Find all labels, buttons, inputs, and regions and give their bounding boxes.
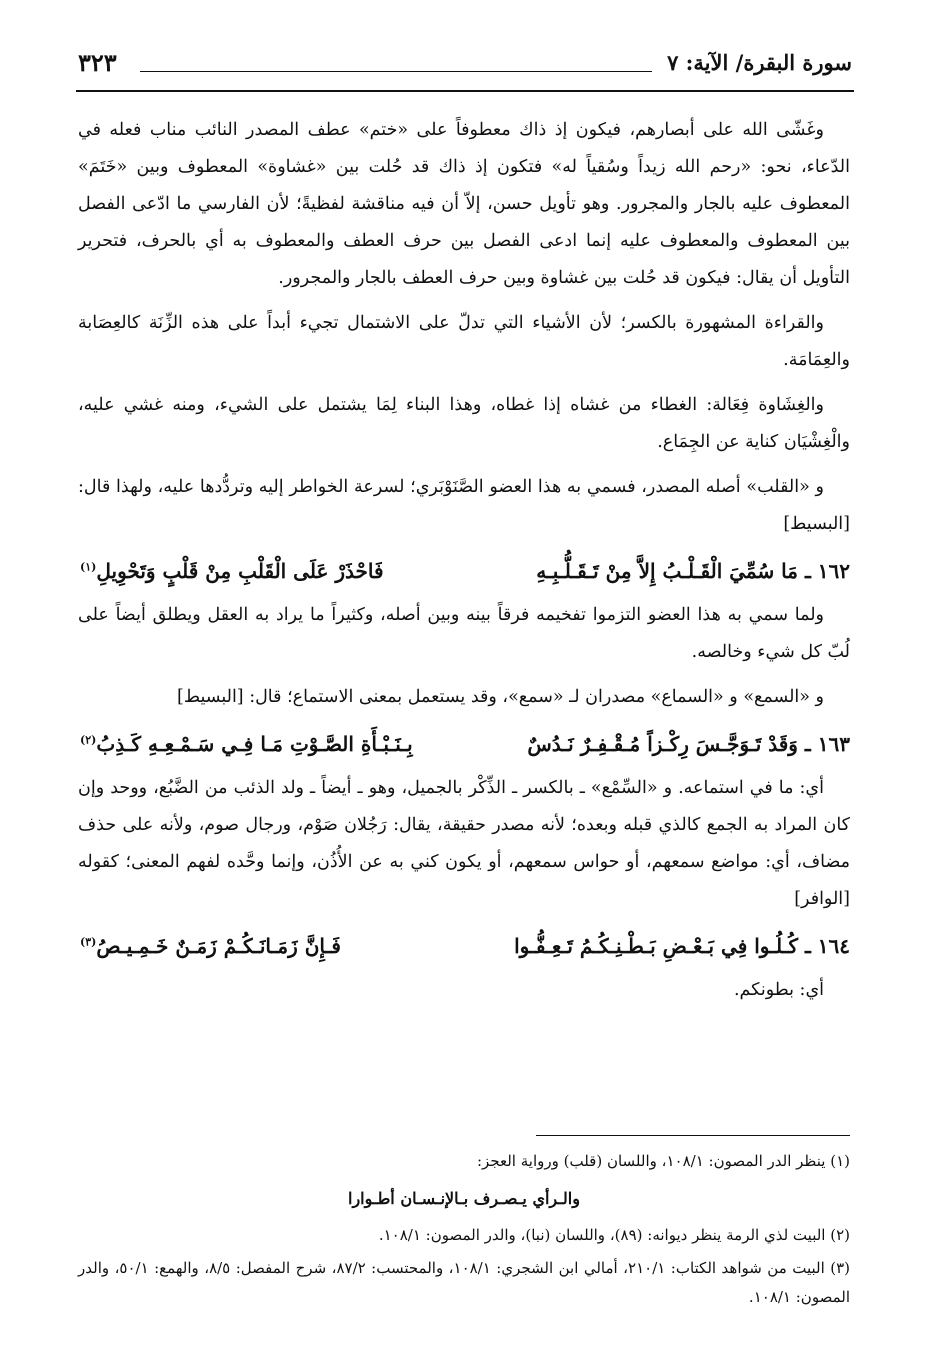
footnote-1-verse: والـرأي يـصـرف بـالإنـسـان أطـوارا <box>348 1189 580 1208</box>
footnote-marker: (٢) <box>80 733 97 747</box>
verse-163 <box>78 724 850 764</box>
verse-164 <box>78 926 850 966</box>
footnotes <box>78 1147 850 1316</box>
verse-text: فَاحْذَرْ عَلَى الْقَلْبِ مِنْ قَلْبٍ وَتَحْوِيلِ <box>96 559 384 583</box>
surah-title: سورة البقرة/ الآية: ٧ <box>667 50 852 75</box>
verse-hemistich-second <box>78 724 413 764</box>
verse-hemistich-first: ١٦٤ ـ كُـلُـوا فِي بَـعْـضِ بَـطْـنِـكُـمُ تَـعِـفُّـوا <box>514 934 850 958</box>
verse-text: بِـنَـبْـأَةِ الصَّـوْتِ مَـا فِـي سَـمْـعِـهِ كَـذِبُ <box>96 732 413 756</box>
verse-hemistich-second <box>78 551 384 591</box>
paragraph: و «السمع» و «السماع» مصدران لـ «سمع»، وقد يستعمل بمعنى الاستماع؛ قال: [البسيط] <box>177 687 824 707</box>
footnote-marker: (٣) <box>80 935 97 949</box>
footnote-1: (١) ينظر الدر المصون: ١٠٨/١، واللسان (قلب) ورواية العجز: <box>476 1152 850 1170</box>
verse-hemistich-first: ١٦٢ ـ مَا سُمِّيَ الْقَـلْـبُ إِلاَّ مِنْ تَـقَـلُّـبِـهِ <box>536 559 850 583</box>
footnote-2: (٢) البيت لذي الرمة ينظر ديوانه: (٨٩)، واللسان (نبا)، والدر المصون: ١٠٨/١. <box>378 1226 850 1244</box>
header-line <box>140 71 652 72</box>
page-number: ٣٢٣ <box>78 48 117 77</box>
verse-hemistich-second <box>78 926 341 966</box>
footnote-separator <box>536 1135 850 1136</box>
footnote-3: (٣) البيت من شواهد الكتاب: ٢١٠/١، أمالي ابن الشجري: ١٠٨/١، والمحتسب: ٨٧/٢، شرح المفصل: ٨/٥، والهمع: ٥٠/١، والدر المصون: ١٠٨/١. <box>78 1259 850 1306</box>
paragraph: ولما سمي به هذا العضو التزموا تفخيمه فرقاً بينه وبين أصله، وكثيراً ما يراد به العقل ويطلق أيضاً على لُبّ كل شيء وخالصه. <box>78 605 850 662</box>
paragraph: أي: بطونكم. <box>733 980 824 1000</box>
paragraph: و «القلب» أصله المصدر، فسمي به هذا العضو الصَّنَوْبَري؛ لسرعة الخواطر إليه وتردُّدها عليه، ولهذا قال: [البسيط] <box>78 477 850 534</box>
paragraph: وغَشّى الله على أبصارهم، فيكون إذ ذاك معطوفاً على «ختم» عطف المصدر النائب مناب فعله في الدّعاء، نحو: «رحم الله زيداً وسُقياً له» فتكون إذ ذاك قد حُلت بين «غشاوة» المعطوف وبين «خَتَمَ» المعطوف عليه بالجار والمجرور. وهو تأويل حسن، إلاّ أن فيه مناقشة لفظيةً؛ لأن الفارسي ما ادّعى الفصل بين المعطوف والمعطوف عليه إنما ادعى الفصل بين حرف العطف والمعطوف به أي بالحرف، فتحرير التأويل أن يقال: فيكون قد حُلت بين غشاوة وبين حرف العطف بالجار والمجرور. <box>78 120 850 288</box>
header-rule <box>76 90 854 92</box>
paragraph: أي: ما في استماعه. و «السِّمْع» ـ بالكسر ـ الذِّكْر بالجميل، وهو ـ أيضاً ـ ولد الذئب من الضَّبُع، ووحد وإن كان المراد به الجمع كالذي قبله وبعده؛ لأنه مصدر حقيقة، يقال: رَجُلان صَوْم، ورجال صوم، ولأنه على حذف مضاف، أي: مواضع سمعهم، أو حواس سمعهم، أو يكون كني به عن الأُذُن، وإنما وحَّده لفهم المعنى؛ كقوله [الوافر] <box>78 778 850 909</box>
main-text <box>78 112 850 1017</box>
page-header <box>76 44 854 92</box>
verse-162 <box>78 551 850 591</box>
paragraph: والقراءة المشهورة بالكسر؛ لأن الأشياء التي تدلّ على الاشتمال تجيء أبداً على هذه الزِّنَة كالعِصَابة والعِمَامَة. <box>78 313 850 370</box>
paragraph: والغِشَاوة فِعَالة: الغطاء من غشاه إذا غطاه، وهذا البناء لِمَا يشتمل على الشيء، ومنه غشي عليه، والْغِشْيَان كناية عن الجِمَاع. <box>78 395 850 452</box>
footnote-marker: (١) <box>80 560 97 574</box>
verse-hemistich-first: ١٦٣ ـ وَقَدْ تَـوَجَّـسَ رِكْـزاً مُـقْـفِـرٌ نَـدُسٌ <box>527 732 850 756</box>
verse-text: فَـإِنَّ زَمَـانَـكُـمْ زَمَـنٌ خَـمِـيـصُ <box>96 934 341 958</box>
